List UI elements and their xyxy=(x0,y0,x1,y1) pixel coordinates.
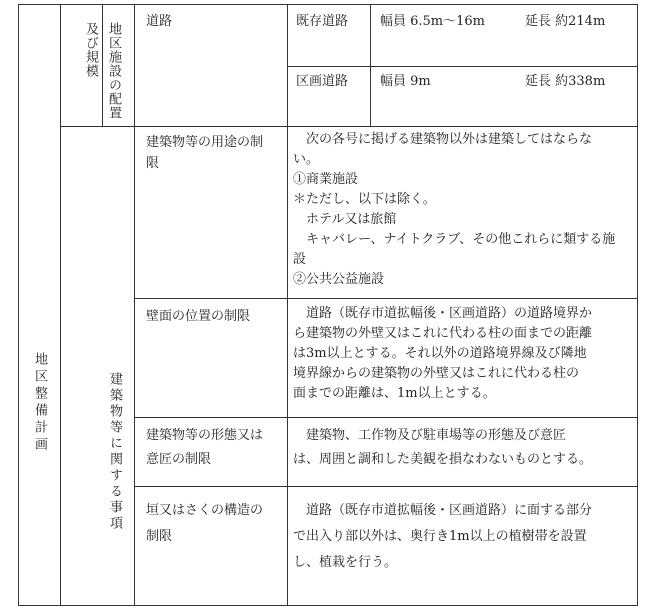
item-2-title xyxy=(146,306,284,327)
item-1-content-line: 次の各号に掲げる建築物以外は建築してはならな xyxy=(293,132,593,147)
item-4-title-line: 制限 xyxy=(146,529,173,544)
item-2-content-line: 境界線からの建築物の外壁又はこれに代わる柱の xyxy=(293,366,580,381)
border-top xyxy=(18,4,638,5)
item-1-content xyxy=(293,130,633,290)
item-2-title-line: 壁面の位置の制限 xyxy=(146,309,251,324)
road-row-2-length: 延長 約338m xyxy=(525,74,606,89)
item-4-content-line: し、植栽を行う。 xyxy=(293,555,398,570)
building-label: 建築物等に関する事項 xyxy=(107,372,122,532)
item-4-content-line: で出入り部以外は、奥行き1m以上の植樹帯を設置 xyxy=(293,529,587,544)
item-3-title-line: 建築物等の形態又は xyxy=(146,428,264,443)
item-1-content-line: キャバレー、ナイトクラブ、その他これらに類する施 xyxy=(293,232,616,247)
road-label: 道路 xyxy=(146,14,173,29)
item-2-content xyxy=(293,304,633,404)
divider-facility-sublabel xyxy=(102,4,103,126)
item-3-content-line: 建築物、工作物及び駐車場等の形態及び意匠 xyxy=(293,428,567,443)
facility-label-line1: 地区施設の配置 xyxy=(106,22,121,120)
item-1-content-line: ①商業施設 xyxy=(293,172,359,187)
road-row-1-length: 延長 約214m xyxy=(525,14,606,29)
border-left xyxy=(18,4,19,606)
item-1-content-line: ②公共公益施設 xyxy=(293,272,385,287)
road-row-1-name: 既存道路 xyxy=(296,14,349,29)
divider-road-name xyxy=(370,4,371,126)
item-2-content-line: 道路（既存市道拡幅後・区画道路）の道路境界か xyxy=(293,306,593,321)
item-4-title-line: 垣又はさくの構造の xyxy=(146,503,264,518)
item-4-content-line: 道路（既存市道拡幅後・区画道路）に面する部分 xyxy=(293,503,593,518)
item-3-content-line: は、周囲と調和した美観を損なわないものとする。 xyxy=(293,452,593,467)
item-1-content-line: い。 xyxy=(293,152,320,167)
item-4-content xyxy=(293,498,633,576)
divider-outer-label xyxy=(60,4,61,606)
road-row-1-width: 幅員 6.5m～16m xyxy=(380,14,486,29)
border-bottom xyxy=(18,605,638,606)
item-1-title-line: 建築物等の用途の制 xyxy=(146,135,264,150)
item-3-content xyxy=(293,424,633,472)
item-1-title-line: 限 xyxy=(146,156,160,171)
item-2-content-line: は3m以上とする。それ以外の道路境界線及び隣地 xyxy=(293,346,587,361)
item-2-content-line: 面までの距離は、1m以上とする。 xyxy=(293,386,496,401)
divider-item-2 xyxy=(134,417,638,418)
facility-label-line2: 及び規模 xyxy=(83,22,98,78)
outer-label: 地区整備計画 xyxy=(32,352,47,454)
item-2-content-line: ら建築物の外壁又はこれに代わる柱の面までの距離 xyxy=(293,326,593,341)
item-4-title xyxy=(146,498,284,550)
road-row-2-name: 区画道路 xyxy=(296,74,349,89)
divider-road-rows xyxy=(287,66,638,67)
divider-section-label xyxy=(134,4,135,606)
item-1-content-line: ＊ただし、以下は除く。 xyxy=(293,192,436,207)
border-right xyxy=(637,4,638,606)
item-3-title xyxy=(146,424,284,472)
divider-item-title xyxy=(287,4,288,606)
item-1-title xyxy=(146,132,284,174)
item-3-title-line: 意匠の制限 xyxy=(146,452,212,467)
road-row-2-width: 幅員 9m xyxy=(380,74,431,89)
divider-facility-bottom xyxy=(60,126,638,127)
divider-item-1 xyxy=(134,298,638,299)
item-1-content-line: 設 xyxy=(293,252,307,267)
divider-item-3 xyxy=(134,486,638,487)
item-1-content-line: ホテル又は旅館 xyxy=(293,212,397,227)
